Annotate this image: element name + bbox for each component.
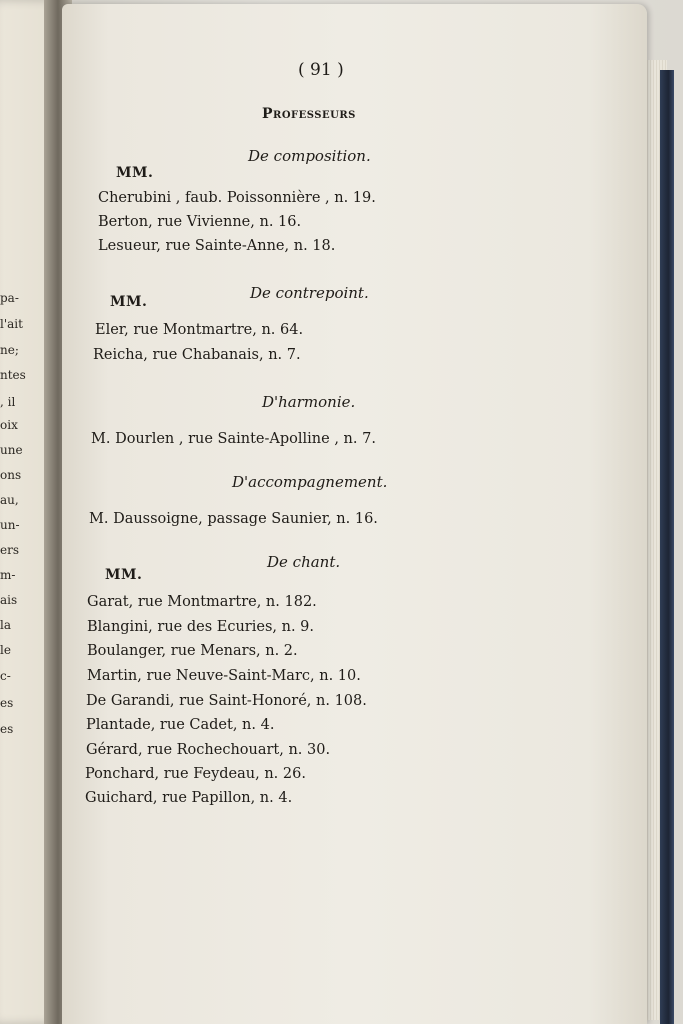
left-fragment: m- [0, 568, 16, 582]
list-item: Reicha, rue Chabanais, n. 7. [93, 347, 301, 363]
left-fragment: oix [0, 418, 18, 432]
list-item: Blangini, rue des Ecuries, n. 9. [87, 619, 315, 635]
book-cover-edge [660, 70, 674, 1024]
list-item: Eler, rue Montmartre, n. 64. [95, 322, 304, 338]
section-title-harmonie: D'harmonie. [262, 393, 356, 411]
left-fragment: la [0, 618, 11, 632]
left-fragment: es [0, 696, 14, 710]
left-fragment: es [0, 722, 14, 736]
left-fragment: un- [0, 518, 20, 532]
list-item: Boulanger, rue Menars, n. 2. [87, 643, 298, 659]
mm-label: MM. [116, 165, 154, 181]
left-fragment: ntes [0, 368, 26, 382]
list-item: Plantade, rue Cadet, n. 4. [86, 717, 275, 733]
section-title-chant: De chant. [267, 553, 341, 571]
list-item: Lesueur, rue Sainte-Anne, n. 18. [98, 238, 336, 254]
list-item: Berton, rue Vivienne, n. 16. [98, 214, 302, 230]
page-heading: Professeurs [262, 106, 356, 122]
section-title-contrepoint: De contrepoint. [250, 284, 369, 302]
list-item: M. Dourlen , rue Sainte-Apolline , n. 7. [91, 431, 376, 447]
list-item: Martin, rue Neuve-Saint-Marc, n. 10. [87, 668, 361, 684]
left-fragment: ons [0, 468, 22, 482]
page-number: ( 91 ) [298, 60, 344, 80]
left-fragment: , il [0, 395, 16, 409]
section-title-composition: De composition. [248, 147, 371, 165]
left-fragment: ne; [0, 343, 19, 357]
left-fragment: ais [0, 593, 18, 607]
left-fragment: c- [0, 669, 11, 683]
list-item: Gérard, rue Rochechouart, n. 30. [86, 742, 331, 758]
left-fragment: une [0, 443, 23, 457]
list-item: De Garandi, rue Saint-Honoré, n. 108. [86, 693, 367, 709]
mm-label: MM. [110, 294, 148, 310]
list-item: Guichard, rue Papillon, n. 4. [85, 790, 293, 806]
section-title-accompagnement: D'accompagnement. [232, 473, 388, 491]
left-fragment: pa- [0, 291, 19, 305]
left-fragment: au, [0, 493, 19, 507]
list-item: Cherubini , faub. Poissonnière , n. 19. [98, 190, 376, 206]
list-item: M. Daussoigne, passage Saunier, n. 16. [89, 511, 378, 527]
list-item: Ponchard, rue Feydeau, n. 26. [85, 766, 306, 782]
mm-label: MM. [105, 567, 143, 583]
list-item: Garat, rue Montmartre, n. 182. [87, 594, 317, 610]
left-fragment: ers [0, 543, 19, 557]
left-fragment: le [0, 643, 11, 657]
left-fragment: l'ait [0, 317, 23, 331]
